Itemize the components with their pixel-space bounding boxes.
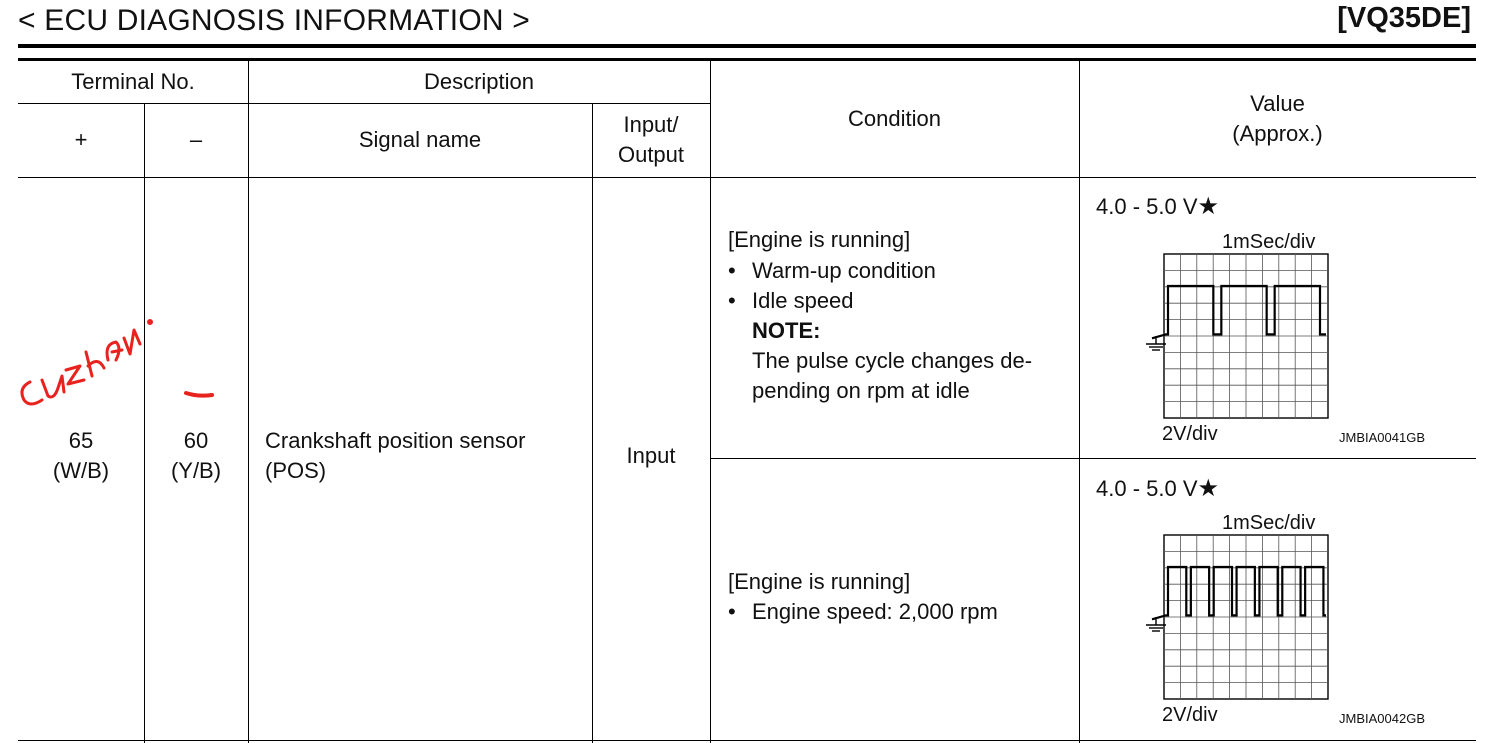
value-2-time-div: 1mSec/div — [1222, 512, 1316, 534]
waveform-trace — [1152, 286, 1326, 338]
handwritten-minus-mark — [180, 385, 220, 405]
header-input-output: Input/ Output — [617, 112, 685, 167]
oscilloscope-waveform-1 — [1140, 252, 1332, 424]
header-signal-name: Signal name — [358, 127, 482, 152]
plus-terminal-cell — [18, 425, 144, 487]
header-plus: + — [74, 127, 88, 152]
condition-1-heading: [Engine is running] — [728, 227, 911, 252]
value-2-volt-div: 2V/div — [1162, 704, 1218, 726]
page-title: < ECU DIAGNOSIS INFORMATION > — [18, 4, 530, 37]
header-rule-thick — [18, 44, 1476, 48]
header-description: Description — [423, 69, 535, 94]
ground-icon — [1146, 336, 1166, 350]
bullet-dot-icon: • — [728, 599, 736, 624]
minus-terminal-wire-color: (Y/B) — [170, 458, 222, 483]
condition-2-heading: [Engine is running] — [728, 569, 911, 594]
engine-model-label: [VQ35DE] — [1337, 2, 1471, 34]
condition-1-note-line-2: pending on rpm at idle — [752, 378, 970, 403]
plus-terminal-number: 65 — [68, 428, 94, 453]
header-minus: – — [189, 127, 203, 152]
value-1-time-div: 1mSec/div — [1222, 231, 1316, 253]
scope-grid — [1164, 535, 1328, 699]
condition-1-bullet-2: Idle speed — [752, 288, 854, 313]
value-2-figure-code: JMBIA0042GB — [1339, 711, 1425, 726]
condition-1-bullet-1: Warm-up condition — [752, 258, 936, 283]
header-condition: Condition — [848, 106, 941, 131]
minus-terminal-number: 60 — [183, 428, 209, 453]
bullet-dot-icon: • — [728, 288, 736, 313]
star-icon: ★ — [1197, 193, 1220, 220]
value-2-voltage: 4.0 - 5.0 V★ — [1096, 475, 1220, 502]
signal-name-line1: Crankshaft position sensor — [265, 428, 526, 453]
handwritten-note-drawing — [8, 300, 168, 420]
condition-1-note-label: NOTE: — [752, 318, 821, 343]
plus-terminal-wire-color: (W/B) — [52, 458, 110, 483]
condition-1-note-line-1: The pulse cycle changes de- — [752, 348, 1033, 373]
scope-grid — [1164, 254, 1328, 418]
header-value: Value (Approx.) — [1232, 91, 1323, 146]
io-cell: Input — [626, 443, 676, 468]
oscilloscope-waveform-2 — [1140, 533, 1332, 705]
value-1-figure-code: JMBIA0041GB — [1339, 430, 1425, 445]
condition-2-bullet-1: Engine speed: 2,000 rpm — [752, 599, 998, 624]
header-terminal-no: Terminal No. — [71, 69, 195, 94]
minus-terminal-cell — [144, 425, 248, 487]
signal-name-line2: (POS) — [265, 458, 327, 483]
waveform-trace — [1152, 567, 1326, 619]
value-1-voltage: 4.0 - 5.0 V★ — [1096, 193, 1220, 220]
star-icon: ★ — [1197, 475, 1220, 502]
value-1-volt-div: 2V/div — [1162, 423, 1218, 445]
bullet-dot-icon: • — [728, 258, 736, 283]
ground-icon — [1146, 617, 1166, 631]
